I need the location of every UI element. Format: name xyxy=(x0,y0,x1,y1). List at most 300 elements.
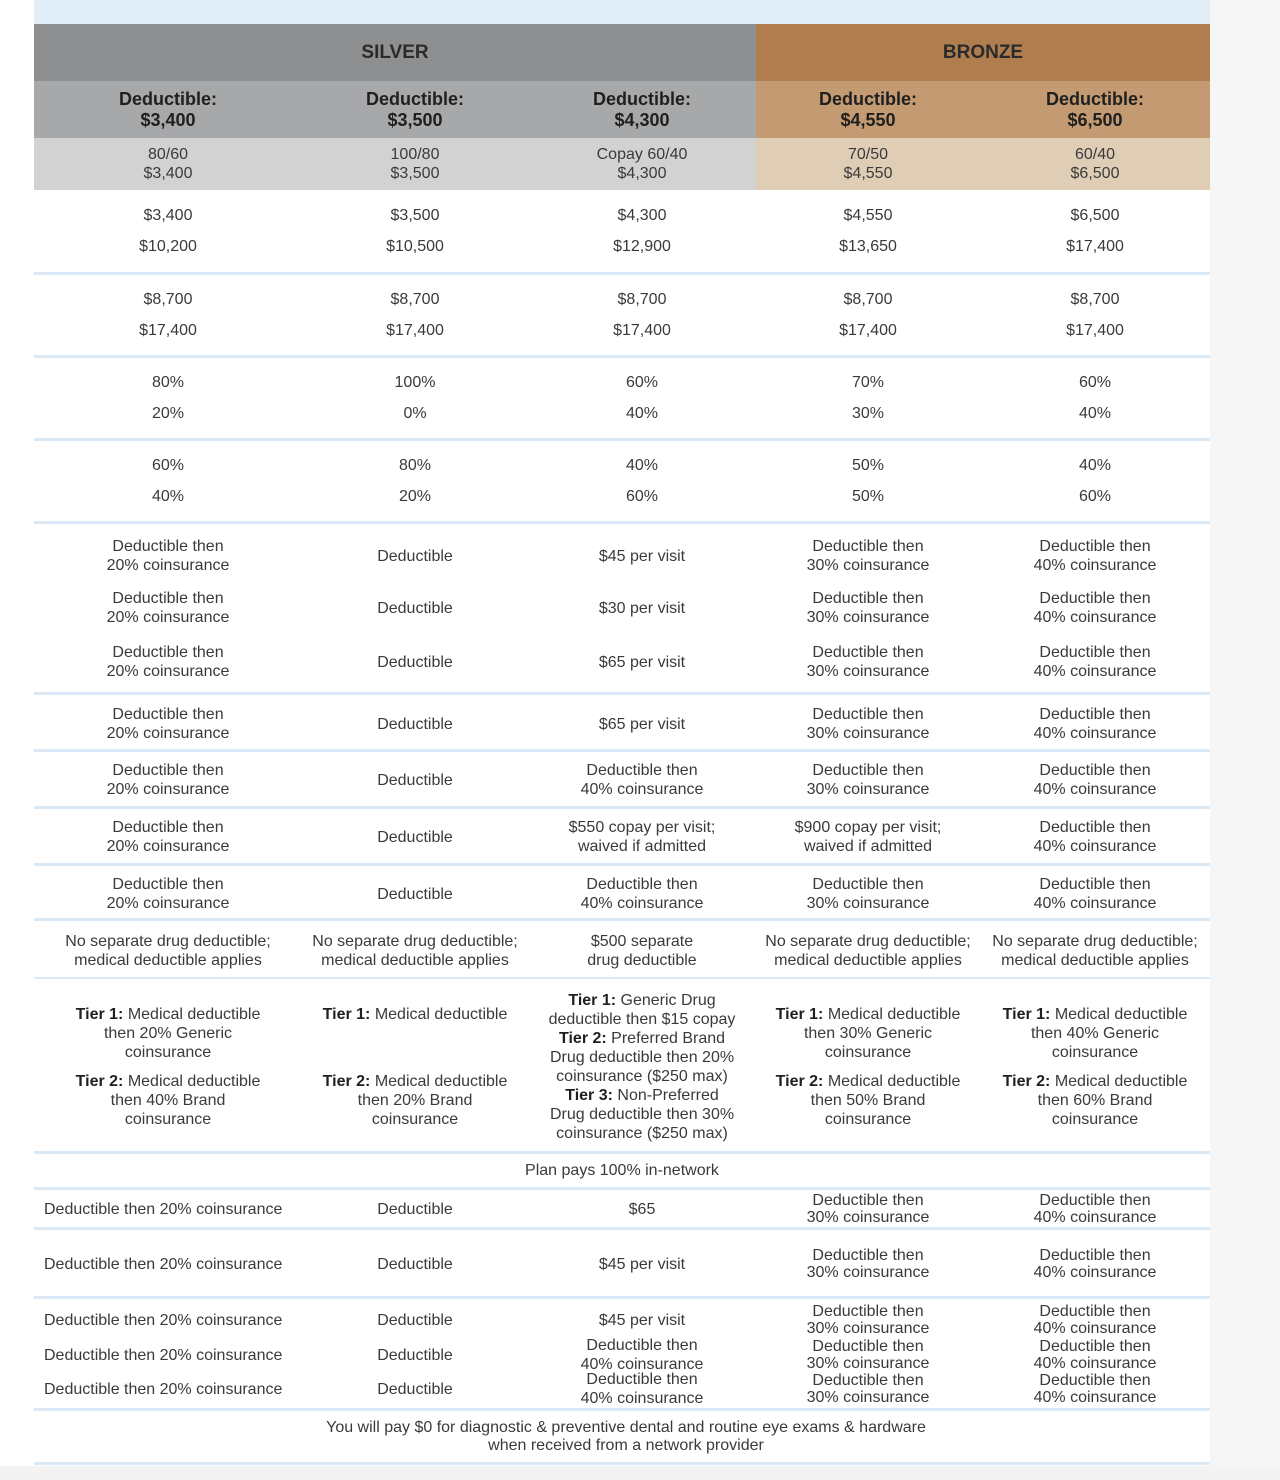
deductible-value: $3,500 xyxy=(387,109,443,130)
cell-line: waived if admitted xyxy=(577,838,707,855)
cell-line: 20% coinsurance xyxy=(106,663,230,680)
coinsurance-out-cell xyxy=(300,446,530,516)
cell-line: Deductible xyxy=(377,1346,453,1364)
tier-line: coinsurance xyxy=(124,1044,212,1061)
cell-line: $65 per visit xyxy=(598,715,686,733)
service-cell xyxy=(532,1370,752,1408)
cell-line: 40% xyxy=(151,488,185,505)
tier-text: Medical deductible xyxy=(374,1073,508,1090)
service-cell xyxy=(982,1244,1208,1284)
service-cell xyxy=(38,814,298,860)
cell-line: Deductible xyxy=(377,653,453,671)
row-divider xyxy=(34,521,1210,524)
tier-line xyxy=(549,991,736,1010)
tier-label: Tier 2: xyxy=(322,1073,371,1090)
row-divider xyxy=(34,692,1210,695)
cell-line: 30% coinsurance xyxy=(806,663,930,680)
office-visit-cell xyxy=(982,534,1208,578)
deductible-label: Deductible: xyxy=(592,88,691,109)
tier-line: then 40% Brand xyxy=(110,1092,226,1109)
cell-line: waived if admitted xyxy=(803,838,933,855)
service-cell xyxy=(532,1244,752,1284)
cell-line: 40% coinsurance xyxy=(1033,1355,1157,1372)
cell-line: Deductible then xyxy=(1039,1338,1151,1355)
office-visit-cell xyxy=(982,640,1208,684)
deductible-header xyxy=(305,81,525,138)
cell-line: 40% coinsurance xyxy=(580,895,704,912)
cell-line: 30% coinsurance xyxy=(806,1355,930,1372)
office-visit-cell xyxy=(532,586,752,630)
cell-line: $3,500 xyxy=(390,207,440,224)
drug-deductible-cell xyxy=(300,928,530,974)
deductible-header xyxy=(985,81,1205,138)
cell-line: 40% coinsurance xyxy=(1033,609,1157,626)
tier-line xyxy=(323,1005,508,1024)
cell-line: Deductible xyxy=(377,1255,453,1273)
cell-line: $65 xyxy=(628,1200,656,1218)
tier-text: Preferred Brand xyxy=(611,1030,726,1047)
service-cell xyxy=(532,1190,752,1228)
row-divider xyxy=(34,918,1210,921)
cell-line: medical deductible applies xyxy=(74,952,262,969)
service-cell xyxy=(300,1300,530,1340)
cell-line: Deductible then xyxy=(1039,644,1151,661)
footer-note xyxy=(34,1419,1218,1455)
service-cell xyxy=(44,1335,312,1375)
row-divider xyxy=(34,749,1210,752)
cell-line: 80/60 xyxy=(147,146,189,163)
cell-line: Deductible then xyxy=(1039,1192,1151,1209)
tier-label: Tier 1: xyxy=(75,1006,124,1023)
coinsurance-out-cell xyxy=(982,446,1208,516)
service-cell xyxy=(38,758,298,802)
cell-line: Deductible then xyxy=(812,706,924,723)
top-strip xyxy=(34,0,1210,24)
tier-line: deductible then $15 copay xyxy=(548,1011,736,1028)
drug-tier-cell xyxy=(297,983,533,1151)
cell-line: $30 per visit xyxy=(598,599,686,617)
cell-line: $17,400 xyxy=(1066,238,1124,255)
cell-line: Deductible then xyxy=(812,1303,924,1320)
cell-line: $17,400 xyxy=(139,322,197,339)
cell-line: Deductible then 20% coinsurance xyxy=(44,1380,283,1398)
tier-line xyxy=(776,1072,961,1091)
service-cell xyxy=(300,1335,530,1375)
tier-text: Medical deductible xyxy=(1054,1006,1188,1023)
drug-tier-cell xyxy=(977,983,1213,1151)
cell-line: $550 copay per visit; xyxy=(568,819,716,836)
cell-line: 100/80 xyxy=(390,146,440,163)
cell-line: Deductible then xyxy=(812,538,924,555)
tier-group xyxy=(323,1005,508,1024)
tier-line xyxy=(323,1072,508,1091)
cell-line: medical deductible applies xyxy=(774,952,962,969)
cell-line: Deductible then xyxy=(586,876,698,893)
row-divider xyxy=(34,272,1210,275)
cell-line: Deductible then xyxy=(1039,1303,1151,1320)
service-cell xyxy=(755,1190,981,1228)
service-cell xyxy=(982,1335,1208,1375)
tier-group xyxy=(550,1029,734,1086)
cell-line: 40% xyxy=(625,405,659,422)
bottom-strip xyxy=(0,1466,1280,1480)
office-visit-cell xyxy=(38,640,298,684)
cell-line: Deductible then 20% coinsurance xyxy=(44,1255,283,1273)
service-cell xyxy=(755,814,981,860)
tier-line: then 20% Brand xyxy=(357,1092,473,1109)
cell-line: 40% coinsurance xyxy=(1033,557,1157,574)
tier-label: Tier 1: xyxy=(775,1006,824,1023)
coinsurance-cell xyxy=(38,363,298,433)
service-cell xyxy=(532,1335,752,1375)
service-cell xyxy=(982,702,1208,746)
tier-label: Tier 2: xyxy=(775,1073,824,1090)
tier-line xyxy=(1003,1005,1188,1024)
tier-line xyxy=(550,1086,734,1105)
office-visit-cell xyxy=(300,534,530,578)
tier-line: coinsurance ($250 max) xyxy=(556,1068,728,1085)
cell-line: Deductible xyxy=(377,828,453,846)
cell-line: 30% coinsurance xyxy=(806,895,930,912)
tier-line: coinsurance xyxy=(824,1111,912,1128)
cell-line: drug deductible xyxy=(587,952,697,969)
cell-line: 20% coinsurance xyxy=(106,725,230,742)
plan-name xyxy=(985,138,1205,190)
deductible-header xyxy=(758,81,978,138)
row-divider xyxy=(34,438,1210,441)
service-cell xyxy=(755,1335,981,1375)
tier-text: Medical deductible xyxy=(827,1073,961,1090)
tier-line: then 20% Generic xyxy=(103,1025,233,1042)
cell-line: Deductible then xyxy=(812,876,924,893)
cell-line: Deductible then xyxy=(1039,706,1151,723)
cell-line: $8,700 xyxy=(390,291,440,308)
tier-line: then 50% Brand xyxy=(810,1092,926,1109)
cell-line: 100% xyxy=(394,374,436,391)
cell-line: Deductible then xyxy=(112,819,224,836)
service-cell xyxy=(38,702,298,746)
coinsurance-out-cell xyxy=(532,446,752,516)
bronze-header: BRONZE xyxy=(942,41,1024,63)
footer-line: when received from a network provider xyxy=(488,1437,764,1454)
cell-line: $4,300 xyxy=(617,165,667,182)
cell-line: Deductible then xyxy=(1039,538,1151,555)
cell-line: Deductible then xyxy=(812,1192,924,1209)
oop-cell xyxy=(755,198,981,264)
cell-line: Deductible then xyxy=(1039,1372,1151,1389)
oop-max-cell xyxy=(38,280,298,350)
cell-line: Deductible then xyxy=(586,1371,698,1388)
cell-line: 0% xyxy=(403,405,427,422)
tier-text: Medical deductible xyxy=(127,1073,261,1090)
service-cell xyxy=(532,702,752,746)
cell-line: 30% coinsurance xyxy=(806,1320,930,1337)
cell-line: Deductible then 20% coinsurance xyxy=(44,1200,283,1218)
cell-line: Deductible then xyxy=(812,1372,924,1389)
office-visit-cell xyxy=(300,586,530,630)
cell-line: $10,500 xyxy=(386,238,444,255)
cell-line: 20% xyxy=(398,488,432,505)
tier-line: coinsurance xyxy=(1051,1044,1139,1061)
cell-line: Deductible xyxy=(377,1380,453,1398)
cell-line: 60% xyxy=(1078,374,1112,391)
cell-line: 20% coinsurance xyxy=(106,838,230,855)
service-cell xyxy=(300,758,530,802)
row-divider xyxy=(34,355,1210,358)
cell-line: 60% xyxy=(1078,488,1112,505)
cell-line: 40% xyxy=(1078,457,1112,474)
cell-line: $65 per visit xyxy=(598,653,686,671)
oop-cell xyxy=(982,198,1208,264)
service-cell xyxy=(532,814,752,860)
deductible-value: $4,550 xyxy=(840,109,896,130)
cell-line: 30% coinsurance xyxy=(806,725,930,742)
cell-line: 40% xyxy=(625,457,659,474)
tier-group xyxy=(1003,1072,1188,1129)
tier-text: Medical deductible xyxy=(1054,1073,1188,1090)
oop-cell xyxy=(300,198,530,264)
service-cell xyxy=(982,814,1208,860)
oop-cell xyxy=(38,198,298,264)
tier-text: Non-Preferred xyxy=(617,1087,719,1104)
cell-line: Deductible then xyxy=(812,762,924,779)
cell-line: 30% xyxy=(851,405,885,422)
cell-line: $10,200 xyxy=(139,238,197,255)
office-visit-cell xyxy=(38,586,298,630)
deductible-label: Deductible: xyxy=(1045,88,1144,109)
cell-line: 20% coinsurance xyxy=(106,781,230,798)
tier-line: Drug deductible then 30% xyxy=(549,1106,735,1123)
tier-line xyxy=(550,1029,734,1048)
cell-line: medical deductible applies xyxy=(1001,952,1189,969)
office-visit-cell xyxy=(532,534,752,578)
service-cell xyxy=(300,1244,530,1284)
service-cell xyxy=(44,1244,312,1284)
cell-line: $17,400 xyxy=(613,322,671,339)
cell-line: 30% coinsurance xyxy=(806,609,930,626)
coinsurance-cell xyxy=(532,363,752,433)
service-cell xyxy=(44,1190,312,1228)
coinsurance-cell xyxy=(755,363,981,433)
oop-max-cell xyxy=(532,280,752,350)
tier-line xyxy=(76,1072,261,1091)
service-cell xyxy=(300,702,530,746)
cell-line: $8,700 xyxy=(843,291,893,308)
drug-deductible-cell xyxy=(532,928,752,974)
oop-max-cell xyxy=(300,280,530,350)
tier-line: then 40% Generic xyxy=(1030,1025,1160,1042)
tier-text: Generic Drug xyxy=(620,992,716,1009)
service-cell xyxy=(755,758,981,802)
tier-line: coinsurance xyxy=(124,1111,212,1128)
row-divider xyxy=(34,1462,1210,1465)
cell-line: 40% coinsurance xyxy=(1033,663,1157,680)
tier-group xyxy=(1003,1005,1188,1062)
cell-line: Deductible then xyxy=(586,1337,698,1354)
cell-line: $13,650 xyxy=(839,238,897,255)
cell-line: $6,500 xyxy=(1070,165,1120,182)
deductible-value: $6,500 xyxy=(1067,109,1123,130)
service-cell xyxy=(44,1300,312,1340)
cell-line: Deductible then xyxy=(586,762,698,779)
cell-line: 40% coinsurance xyxy=(580,1390,704,1407)
cell-line: $8,700 xyxy=(143,291,193,308)
service-cell xyxy=(982,758,1208,802)
cell-line: 20% xyxy=(151,405,185,422)
tier-line: then 60% Brand xyxy=(1037,1092,1153,1109)
cell-line: $45 per visit xyxy=(598,547,686,565)
cell-line: Deductible then xyxy=(812,644,924,661)
service-cell xyxy=(300,814,530,860)
cell-line: 20% coinsurance xyxy=(106,609,230,626)
cell-line: $500 separate xyxy=(590,933,694,950)
cell-line: Deductible xyxy=(377,599,453,617)
oop-max-cell xyxy=(755,280,981,350)
tier-line xyxy=(776,1005,961,1024)
cell-line: 50% xyxy=(851,457,885,474)
cell-line: Deductible then xyxy=(1039,819,1151,836)
cell-line: Deductible then xyxy=(812,1338,924,1355)
cell-line: Deductible then xyxy=(812,590,924,607)
drug-deductible-cell xyxy=(755,928,981,974)
tier-label: Tier 1: xyxy=(322,1006,371,1023)
cell-line: $8,700 xyxy=(617,291,667,308)
tier-group xyxy=(76,1072,261,1129)
office-visit-cell xyxy=(755,640,981,684)
cell-line: $900 copay per visit; xyxy=(794,819,942,836)
cell-line: 60% xyxy=(625,374,659,391)
tier-group xyxy=(549,991,736,1029)
drug-deductible-cell xyxy=(982,928,1208,974)
service-cell xyxy=(44,1370,312,1408)
service-cell xyxy=(300,1370,530,1408)
right-margin xyxy=(1210,0,1280,1480)
tier-line xyxy=(76,1005,261,1024)
tier-label: Tier 1: xyxy=(1002,1006,1051,1023)
service-cell xyxy=(755,1300,981,1340)
tier-label: Tier 3: xyxy=(565,1087,613,1104)
cell-line: Deductible xyxy=(377,1311,453,1329)
cell-line: $12,900 xyxy=(613,238,671,255)
cell-line: 60% xyxy=(151,457,185,474)
footer-line: You will pay $0 for diagnostic & preventive dental and routine eye exams & hardware xyxy=(326,1419,926,1436)
cell-line: $3,400 xyxy=(143,165,193,182)
cell-line: 40% xyxy=(1078,405,1112,422)
cell-line: $4,550 xyxy=(843,165,893,182)
cell-line: Deductible xyxy=(377,771,453,789)
tier-line xyxy=(1003,1072,1188,1091)
row-divider xyxy=(34,863,1210,866)
cell-line: Copay 60/40 xyxy=(596,146,688,163)
deductible-label: Deductible: xyxy=(818,88,917,109)
cell-line: Deductible then xyxy=(1039,876,1151,893)
service-cell xyxy=(982,872,1208,916)
service-cell xyxy=(300,1190,530,1228)
cell-line: Deductible then xyxy=(112,876,224,893)
cell-line: 30% coinsurance xyxy=(806,557,930,574)
row-divider xyxy=(34,1408,1210,1411)
tier-line: coinsurance xyxy=(1051,1111,1139,1128)
plan-name xyxy=(58,138,278,190)
cell-line: No separate drug deductible; xyxy=(65,933,271,950)
oop-cell xyxy=(532,198,752,264)
cell-line: 20% coinsurance xyxy=(106,895,230,912)
cell-line: 40% coinsurance xyxy=(1033,781,1157,798)
coinsurance-cell xyxy=(982,363,1208,433)
drug-deductible-cell xyxy=(38,928,298,974)
office-visit-cell xyxy=(532,640,752,684)
cell-line: Deductible then xyxy=(1039,590,1151,607)
service-cell xyxy=(755,1244,981,1284)
cell-line: $45 per visit xyxy=(598,1255,686,1273)
office-visit-cell xyxy=(982,586,1208,630)
service-cell xyxy=(755,872,981,916)
cell-line: 70% xyxy=(851,374,885,391)
plan-name xyxy=(532,138,752,190)
cell-line: medical deductible applies xyxy=(321,952,509,969)
office-visit-cell xyxy=(300,640,530,684)
cell-line: 40% coinsurance xyxy=(1033,895,1157,912)
deductible-header xyxy=(58,81,278,138)
cell-line: 20% coinsurance xyxy=(106,557,230,574)
cell-line: 60/40 xyxy=(1074,146,1116,163)
cell-line: 60% xyxy=(625,488,659,505)
service-cell xyxy=(982,1190,1208,1228)
cell-line: $17,400 xyxy=(386,322,444,339)
cell-line: Deductible xyxy=(377,1200,453,1218)
cell-line: $4,300 xyxy=(617,207,667,224)
cell-line: 80% xyxy=(151,374,185,391)
row-divider xyxy=(34,1296,1210,1299)
cell-line: Deductible then 20% coinsurance xyxy=(44,1346,283,1364)
cell-line: $17,400 xyxy=(1066,322,1124,339)
service-cell xyxy=(982,1300,1208,1340)
cell-line: 40% coinsurance xyxy=(580,781,704,798)
service-cell xyxy=(755,1370,981,1408)
plan-name xyxy=(305,138,525,190)
cell-line: No separate drug deductible; xyxy=(312,933,518,950)
cell-line: Deductible then xyxy=(112,762,224,779)
cell-line: Deductible then xyxy=(812,1247,924,1264)
drug-tier-cell xyxy=(524,983,760,1151)
tier-text: Medical deductible xyxy=(127,1006,261,1023)
deductible-label: Deductible: xyxy=(118,88,217,109)
cell-line: $4,550 xyxy=(843,207,893,224)
cell-line: Deductible then xyxy=(112,590,224,607)
row-divider xyxy=(34,806,1210,809)
cell-line: 40% coinsurance xyxy=(1033,1389,1157,1406)
cell-line: 30% coinsurance xyxy=(806,1389,930,1406)
tier-line: coinsurance xyxy=(371,1111,459,1128)
tier-line: then 30% Generic xyxy=(803,1025,933,1042)
tier-group xyxy=(76,1005,261,1062)
office-visit-cell xyxy=(38,534,298,578)
tier-line: coinsurance ($250 max) xyxy=(556,1125,728,1142)
cell-line: 30% coinsurance xyxy=(806,1209,930,1226)
cell-line: $3,400 xyxy=(143,207,193,224)
cell-line: $8,700 xyxy=(1070,291,1120,308)
row-divider xyxy=(34,1151,1210,1154)
cell-line: 70/50 xyxy=(847,146,889,163)
tier-label: Tier 1: xyxy=(568,992,617,1009)
row-divider xyxy=(34,1227,1210,1230)
coinsurance-out-cell xyxy=(38,446,298,516)
service-cell xyxy=(532,1300,752,1340)
drug-tier-cell xyxy=(750,983,986,1151)
silver-header: SILVER xyxy=(361,41,429,63)
cell-line: Deductible xyxy=(377,715,453,733)
cell-line: No separate drug deductible; xyxy=(992,933,1198,950)
